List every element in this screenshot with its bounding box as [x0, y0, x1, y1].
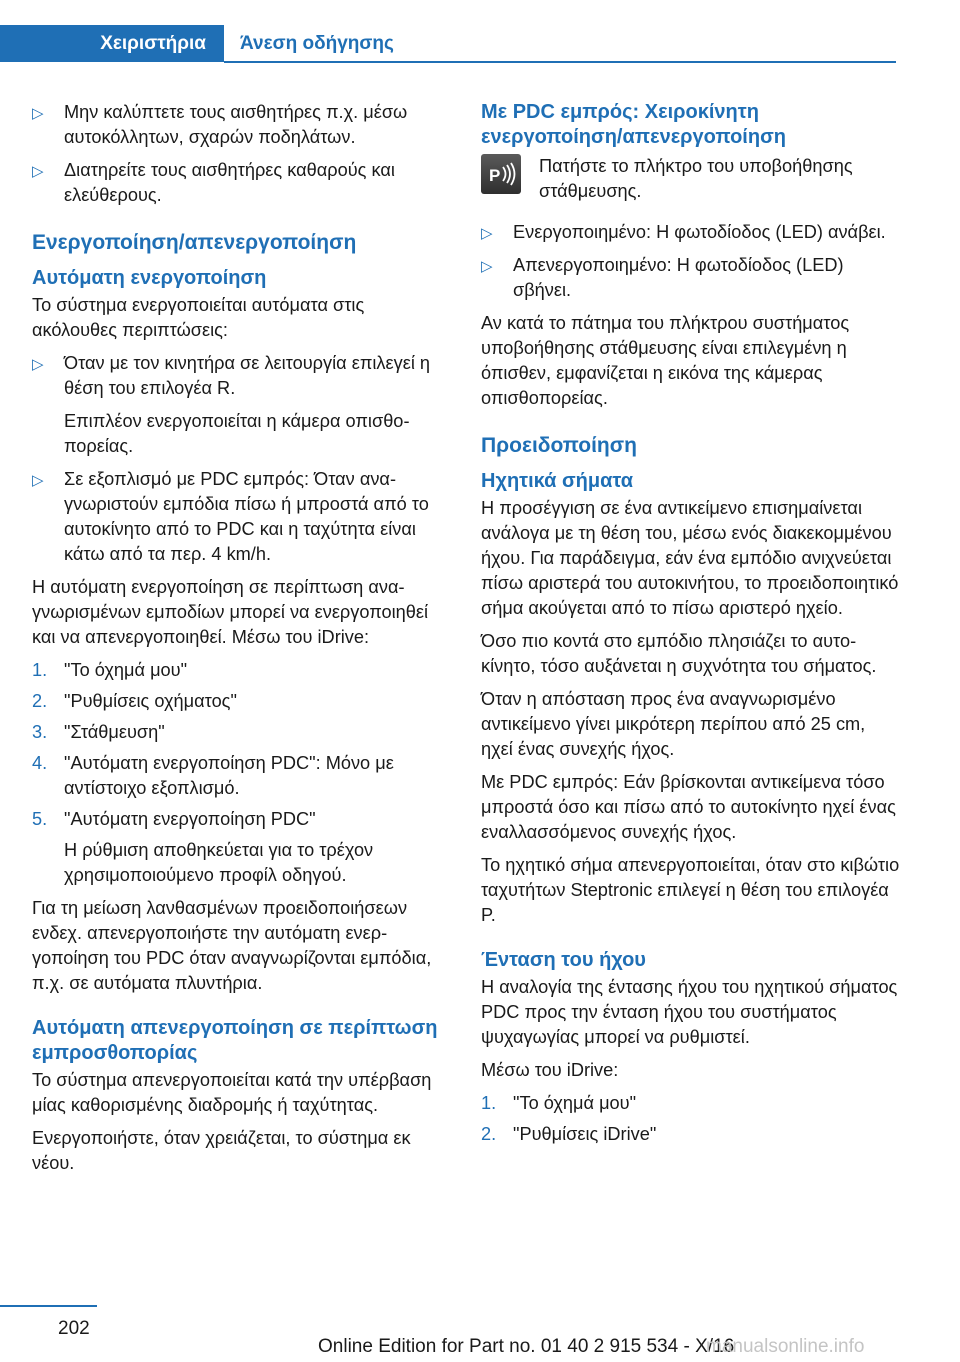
paragraph: Ενεργοποιήστε, όταν χρειάζεται, το σύστημα εκ νέου. [32, 1128, 411, 1173]
button-instruction [481, 154, 901, 204]
auto-on-list [32, 351, 452, 567]
list-item: 3. "Στάθμευση" [32, 722, 165, 742]
list-item: 5. "Αυτόματη ενεργοποίηση PDC" Η ρύθμιση αποθηκεύεται για το τρέχον χρησιμοποιούμενο προφίλ οδηγού. [32, 809, 374, 885]
left-column [32, 100, 452, 1184]
subsection-heading: Αυτόματη απενεργοποίηση σε περίπτωση εμπροσθοπορίας [32, 1017, 438, 1064]
list-item: ▷ Απενεργοποιημένο: Η φωτοδίοδος (LED) σβήνει. [481, 255, 844, 300]
subsection-heading: Ηχητικά σήματα [481, 470, 634, 492]
triangle-right-icon: ▷ [32, 356, 44, 373]
list-item: 2. "Ρυθμίσεις οχήματος" [32, 691, 237, 711]
subsection-heading: Με PDC εμπρός: Χειροκίνητη ενεργοποίηση/απενεργοποίηση [481, 101, 786, 148]
edition-info: Online Edition for Part no. 01 40 2 915 534 - X/16 [318, 1336, 735, 1357]
parking-assist-button-icon [481, 154, 521, 194]
section-tab [0, 25, 224, 62]
list-item: 4. "Αυτόματη ενεργοποίηση PDC": Μόνο με αντίστοιχο εξοπλισμό. [32, 753, 394, 798]
paragraph: Μέσω του iDrive: [481, 1060, 619, 1080]
idrive-steps [481, 1091, 901, 1147]
paragraph: Το σύστημα απενεργοποιείται κατά την υπέρβαση μίας καθορισμένης διαδρομής ή ταχύτητας. [32, 1070, 432, 1115]
right-column [481, 100, 901, 1155]
list-item: 2. "Ρυθμίσεις iDrive" [481, 1124, 657, 1144]
triangle-right-icon: ▷ [32, 472, 44, 489]
paragraph: Για τη μείωση λανθασμένων προειδοποιήσεων ενδεχ. απενεργοποιήστε την αυτόματη ενεργοποίηση του PDC όταν αναγνωρίζονται εμπόδια, π.χ. σε αυτόματα πλυντήρια. [32, 898, 432, 993]
paragraph: Το σύστημα ενεργοποιείται αυτόματα στις ακόλουθες περιπτώσεις: [32, 295, 365, 340]
list-item: ▷ Διατηρείτε τους αισθητήρες καθαρούς και ελεύθερους. [32, 160, 395, 205]
sensor-care-list [32, 100, 452, 208]
header-rule [224, 61, 896, 63]
paragraph: Το ηχητικό σήμα απενεργοποιείται, όταν στο κιβώτιο ταχυτήτων Steptronic επιλεγεί η θέση του επιλογέα P. [481, 855, 900, 925]
triangle-right-icon: ▷ [481, 258, 493, 275]
paragraph: Όταν η απόσταση προς ένα αναγνωρισμένο αντικείμενο γίνει μικρότερη περίπου από 25 cm, ηχεί ένας συνεχής ήχος. [481, 689, 866, 759]
triangle-right-icon: ▷ [32, 105, 44, 122]
breadcrumb: Άνεση οδήγησης [240, 32, 394, 54]
button-instruction-text: Πατήστε το πλήκτρο του υποβοήθησης στάθμευσης. [539, 156, 853, 201]
triangle-right-icon: ▷ [481, 225, 493, 242]
watermark: manualsonline.info [706, 1336, 865, 1357]
paragraph: Όσο πιο κοντά στο εμπόδιο πλησιάζει το αυτοκίνητο, τόσο αυξάνεται η συχνότητα του σήματος. [481, 631, 877, 676]
paragraph: Με PDC εμπρός: Εάν βρίσκονται αντικείμενα τόσο μπροστά όσο και πίσω από το αυτοκίνητο ηχεί ένας εναλλασσόμενος συνεχής ήχος. [481, 772, 896, 842]
section-tab-label: Χειριστήρια [100, 32, 206, 54]
paragraph: Αν κατά το πάτημα του πλήκτρου συστήματος υποβοήθησης στάθμευσης είναι επιλεγμένη η όπισθεν, εμφανίζεται η εικόνα της κάμερας οπισθοπορείας. [481, 313, 850, 408]
led-status-list [481, 220, 901, 303]
triangle-right-icon: ▷ [32, 163, 44, 180]
subsection-heading: Αυτόματη ενεργοποίηση [32, 267, 267, 289]
list-item: ▷ Ενεργοποιημένο: Η φωτοδίοδος (LED) ανάβει. [481, 220, 901, 245]
paragraph: Η προσέγγιση σε ένα αντικείμενο επισημαίνεται ανάλογα με τη θέση του, μέσω ενός διακεκομμένου ήχου. Για παράδειγμα, εάν ένα εμπόδιο ανιχνεύεται πίσω αριστερά του αυτοκινήτου, το προειδοποιητικό σήμα ακούγεται από το πίσω αριστερό ηχείο. [481, 498, 899, 618]
svg-text:P: P [489, 166, 501, 185]
paragraph: Η αναλογία της έντασης ήχου του ηχητικού σήματος PDC προς την ένταση ήχου του συστήματος ψυχαγωγίας μπορεί να ρυθμιστεί. [481, 977, 898, 1047]
page-number: 202 [58, 1318, 90, 1339]
list-item: ▷ Σε εξοπλισμό με PDC εμπρός: Όταν αναγνωριστούν εμπόδια πίσω ή μπροστά από το αυτοκίνητο από το PDC και η ταχύτητα είναι κάτω από τα περ. 4 km/h. [32, 469, 429, 564]
list-item: ▷ Μην καλύπτετε τους αισθητήρες π.χ. μέσω αυτοκόλλητων, σχαρών ποδηλάτων. [32, 102, 408, 147]
paragraph: Η αυτόματη ενεργοποίηση σε περίπτωση αναγνωρισμένων εμποδίων μπορεί να ενεργοποιηθεί και να απενεργοποιηθεί. Μέσω του iDrive: [32, 577, 429, 647]
list-item: ▷ Όταν με τον κινητήρα σε λειτουργία επιλεγεί η θέση του επιλογέα R. Επιπλέον ενεργοποιείται η κάμερα οπισθοπορείας. [32, 353, 431, 456]
list-item: 1. "Το όχημά μου" [32, 660, 188, 680]
section-heading: Προειδοποίηση [481, 434, 637, 457]
subsection-heading: Ένταση του ήχου [481, 949, 646, 971]
section-heading: Ενεργοποίηση/απενεργοποίηση [32, 231, 357, 254]
footer-rule [0, 1305, 97, 1307]
list-item: 1. "Το όχημά μου" [481, 1093, 637, 1113]
idrive-steps [32, 658, 452, 888]
